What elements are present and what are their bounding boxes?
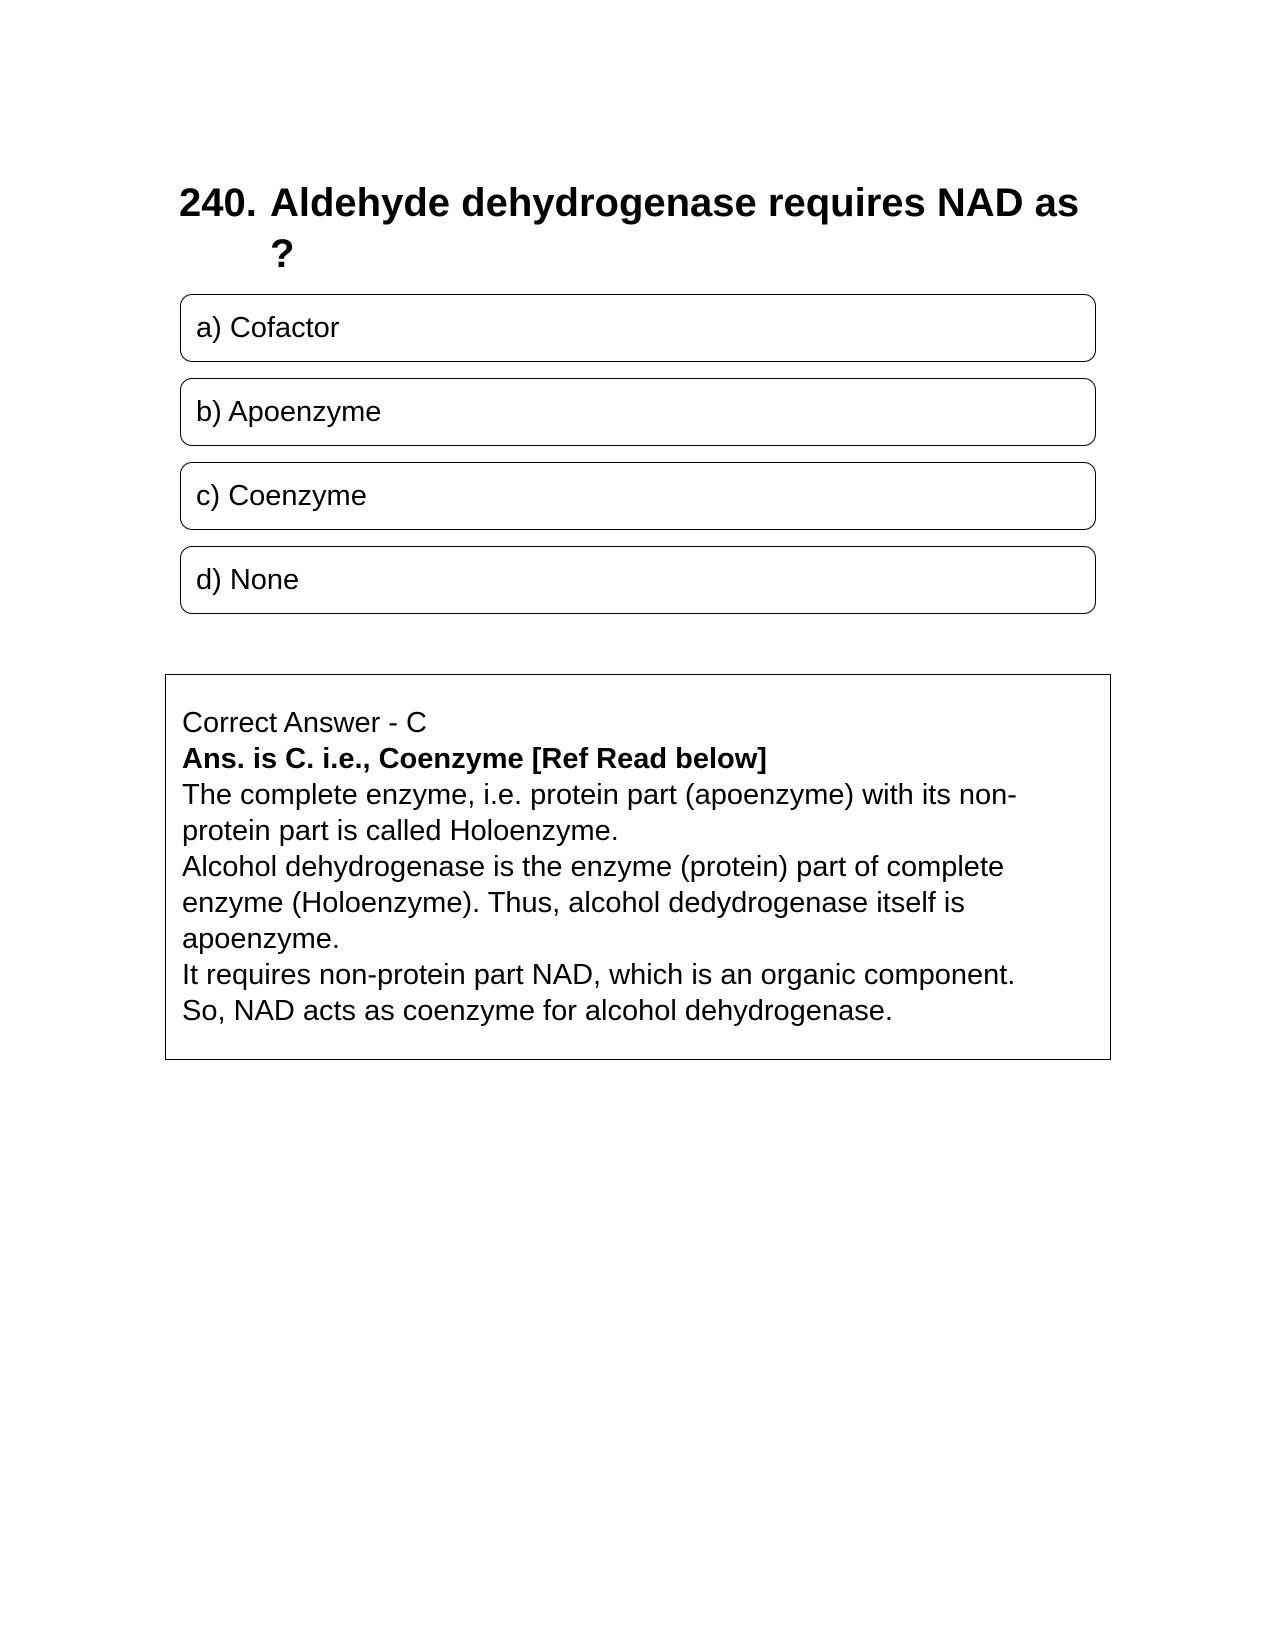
option-d-label: d) None xyxy=(196,563,300,596)
option-b-label: b) Apoenzyme xyxy=(196,395,382,428)
option-a[interactable] xyxy=(180,294,1096,362)
option-b[interactable] xyxy=(180,378,1096,446)
answer-heading: Ans. is C. i.e., Coenzyme [Ref Read below] xyxy=(182,743,767,775)
option-c-label: c) Coenzyme xyxy=(196,479,367,512)
explanation-paragraph: The complete enzyme, i.e. protein part (apoenzyme) with its non-protein part is called Holoenzyme. xyxy=(182,779,1017,847)
explanation-paragraph: So, NAD acts as coenzyme for alcohol dehydrogenase. xyxy=(182,995,893,1027)
answer-explanation-box xyxy=(165,674,1111,1060)
question-text: Aldehyde dehydrogenase requires NAD as ? xyxy=(270,181,1080,276)
question-heading xyxy=(179,178,1089,280)
option-a-label: a) Cofactor xyxy=(196,311,340,344)
option-d[interactable] xyxy=(180,546,1096,614)
answer-options xyxy=(180,294,1096,630)
correct-answer-line: Correct Answer - C xyxy=(182,707,427,739)
explanation-paragraph: Alcohol dehydrogenase is the enzyme (protein) part of complete enzyme (Holoenzyme). Thus, alcohol dedydrogenase itself is apoenzyme. xyxy=(182,851,1005,955)
explanation-paragraph: It requires non-protein part NAD, which is an organic component. xyxy=(182,959,1016,991)
option-c[interactable] xyxy=(180,462,1096,530)
question-number: 240. xyxy=(179,181,257,225)
